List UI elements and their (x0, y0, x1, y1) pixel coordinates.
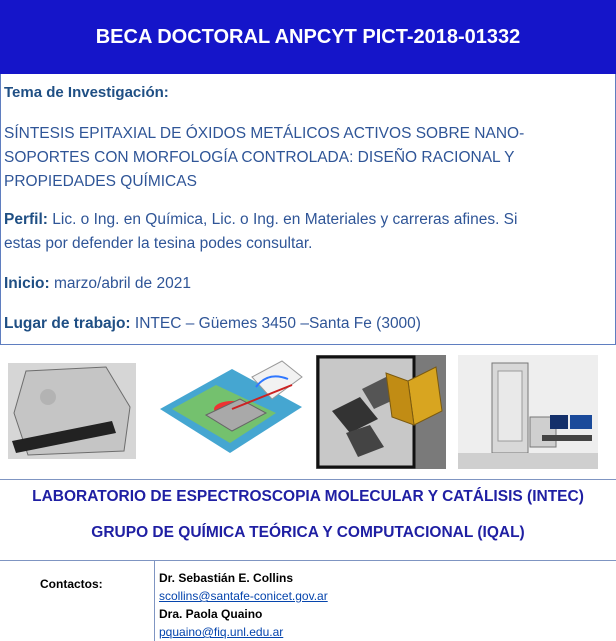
contacts-list (154, 561, 616, 641)
header-banner (0, 0, 616, 74)
place-line (4, 312, 421, 336)
place-label: Lugar de trabajo: (4, 315, 131, 332)
page-title: BECA DOCTORAL ANPCYT PICT-2018-01332 (95, 25, 521, 48)
crystal-micrograph-image (316, 355, 446, 469)
topic-line-2: SOPORTES CON MORFOLOGÍA CONTROLADA: DISEÑO RACIONAL Y (4, 149, 515, 166)
contact-person-1: Dr. Sebastián E. Collins (159, 571, 294, 585)
topic-text (4, 122, 600, 194)
profile-line-2 (4, 232, 312, 256)
topic-line-3: PROPIEDADES QUÍMICAS (4, 173, 197, 190)
place-text: INTEC – Güemes 3450 –Santa Fe (3000) (134, 315, 421, 332)
contact-person-2: Dra. Paola Quaino (159, 607, 263, 621)
contact-email-2[interactable]: pquaino@fiq.unl.edu.ar (159, 625, 284, 639)
contact-email-1[interactable]: scollins@santafe-conicet.gov.ar (159, 589, 328, 603)
start-label: Inicio: (4, 275, 50, 292)
tem-micrograph-image (8, 363, 136, 459)
contacts-label: Contactos: (40, 577, 103, 591)
instrument-photo-image (458, 355, 598, 469)
topic-line-1: SÍNTESIS EPITAXIAL DE ÓXIDOS METÁLICOS ACTIVOS SOBRE NANO- (4, 125, 525, 142)
start-line (4, 272, 191, 296)
simulation-render-image (156, 357, 306, 469)
labs-section (0, 479, 616, 570)
profile-label: Perfil: (4, 211, 48, 228)
profile-text-1: Lic. o Ing. en Química, Lic. o Ing. en Materiales y carreras afines. Si (52, 211, 518, 228)
contacts-section (0, 560, 616, 641)
profile-text-2: estas por defender la tesina podes consultar. (4, 235, 313, 252)
lab-2-name: GRUPO DE QUÍMICA TEÓRICA Y COMPUTACIONAL (IQAL) (91, 524, 525, 541)
topic-label: Tema de Investigación: (4, 84, 169, 101)
profile-line-1 (4, 208, 517, 232)
image-strip (0, 345, 616, 477)
lab-1-name: LABORATORIO DE ESPECTROSCOPIA MOLECULAR Y CATÁLISIS (INTEC) (32, 488, 584, 505)
start-text: marzo/abril de 2021 (53, 275, 191, 292)
